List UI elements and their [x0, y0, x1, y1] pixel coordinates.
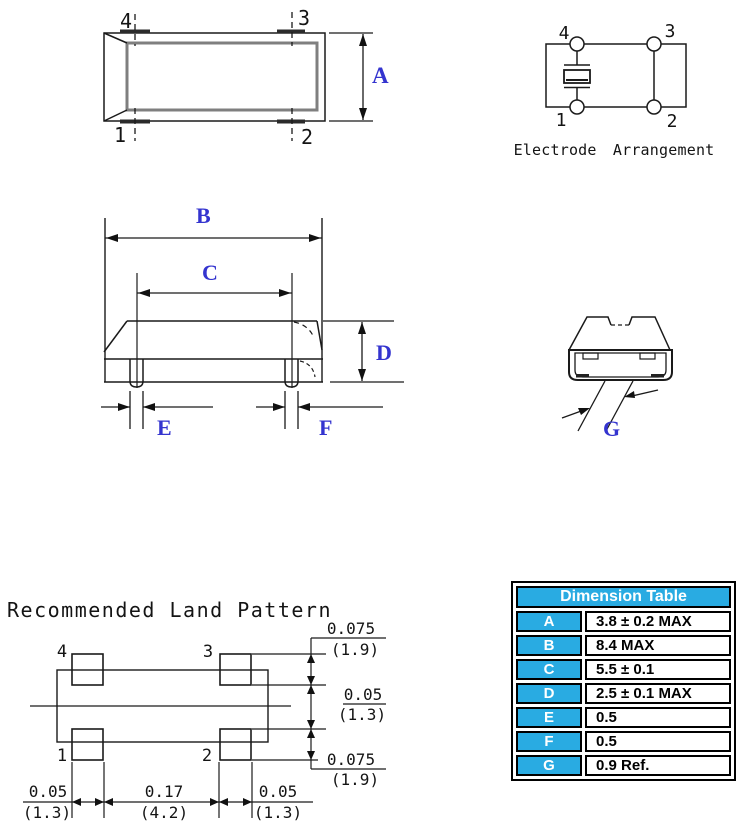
top-view-pin4-label: 4: [119, 9, 133, 33]
dim-g-label: G: [603, 416, 621, 441]
electrode-pin2-label: 2: [666, 111, 678, 132]
dim-value-d: 2.5 ± 0.1 MAX: [585, 683, 731, 704]
table-row: [516, 731, 731, 752]
base-notch-right: [640, 353, 655, 359]
electrode-pin3-label: 3: [664, 21, 676, 42]
pin-1-circle: [570, 100, 584, 114]
land-pattern-pin2-label: 2: [201, 746, 213, 766]
dim-value-g: 0.9 Ref.: [585, 755, 731, 776]
right-dim-2-inch: 0.075: [326, 750, 376, 769]
right-dim-1-inch: 0.05: [343, 685, 383, 704]
dim-b-label: B: [196, 203, 211, 228]
land-pad-2: [220, 729, 251, 760]
bottom-dim-1-inch: 0.17: [144, 782, 184, 801]
dim-key-b: B: [516, 635, 582, 656]
dim-c-label: C: [202, 260, 218, 285]
bottom-dim-0-mm: (1.3): [22, 803, 72, 822]
dim-d-label: D: [376, 340, 392, 365]
electrode-arrangement-caption: Electrode Arrangement: [513, 141, 715, 159]
top-view-bevel-top: [104, 33, 127, 43]
top-view-outline: [104, 33, 325, 121]
table-row: [516, 683, 731, 704]
end-view-drawing: [562, 317, 672, 431]
side-view-arrowheads: [106, 234, 366, 411]
land-pattern-title: Recommended Land Pattern: [7, 598, 332, 622]
dim-value-f: 0.5: [585, 731, 731, 752]
body-right-slope: [317, 321, 322, 350]
dimension-table-title: Dimension Table: [516, 586, 731, 608]
bottom-dim-0-inch: 0.05: [28, 782, 68, 801]
electrode-arrangement-drawing: [546, 37, 686, 114]
table-row: [516, 707, 731, 728]
land-pad-1: [72, 729, 103, 760]
top-view-pin3-label: 3: [297, 6, 311, 30]
hidden-foot-arc: [300, 361, 315, 377]
dim-a-label: A: [372, 63, 389, 88]
right-dim-0-inch: 0.075: [326, 619, 376, 638]
top-view-bevel-bottom: [104, 110, 127, 121]
dim-key-f: F: [516, 731, 582, 752]
top-view-pin1-label: 1: [113, 123, 127, 147]
dim-a-lines: [329, 33, 373, 121]
top-view-pin2-label: 2: [300, 125, 314, 149]
dim-value-a: 3.8 ± 0.2 MAX: [585, 611, 731, 632]
land-pattern-pin1-label: 1: [56, 746, 68, 766]
pin-3-circle: [647, 37, 661, 51]
crystal-body: [564, 70, 590, 83]
right-dim-2-mm: (1.9): [330, 770, 380, 789]
base-inner-outline: [575, 353, 666, 377]
right-dim-1-mm: (1.3): [337, 705, 387, 724]
table-row: [516, 755, 731, 776]
top-view-drawing: [104, 9, 373, 141]
land-pattern-drawing: [23, 638, 386, 818]
side-view-drawing: [101, 218, 404, 429]
dim-g-line-1: [578, 381, 605, 431]
table-header-row: [516, 586, 731, 608]
dim-g-leader-2: [632, 390, 658, 396]
lid-right-top: [629, 317, 670, 350]
land-pattern-pin3-label: 3: [202, 642, 214, 662]
pad-2-mark: [277, 120, 305, 124]
dim-value-e: 0.5: [585, 707, 731, 728]
body-left-slope: [104, 321, 127, 352]
electrode-pins: [570, 37, 661, 114]
dim-key-d: D: [516, 683, 582, 704]
top-view-inner-outline: [127, 43, 317, 110]
electrode-pin1-label: 1: [555, 110, 567, 131]
table-row: [516, 659, 731, 680]
dim-value-c: 5.5 ± 0.1: [585, 659, 731, 680]
dim-f-label: F: [319, 415, 333, 440]
dim-key-e: E: [516, 707, 582, 728]
dim-value-b: 8.4 MAX: [585, 635, 731, 656]
dim-e-label: E: [157, 415, 172, 440]
bottom-dim-1-mm: (4.2): [139, 803, 189, 822]
lid-left-top: [569, 317, 611, 350]
table-row: [516, 611, 731, 632]
electrode-pin4-label: 4: [558, 23, 570, 44]
right-dim-0-mm: (1.9): [330, 640, 380, 659]
dimension-table: [511, 581, 736, 781]
land-pattern-pin4-label: 4: [56, 642, 68, 662]
dim-key-c: C: [516, 659, 582, 680]
bottom-dim-2-inch: 0.05: [258, 782, 298, 801]
base-notch-left: [583, 353, 598, 359]
dim-key-a: A: [516, 611, 582, 632]
pin-2-circle: [647, 100, 661, 114]
electrode-outline: [546, 44, 686, 107]
bottom-dim-2-mm: (1.3): [253, 803, 303, 822]
pad-3-mark: [277, 30, 305, 34]
table-row: [516, 635, 731, 656]
dim-g-arrowheads: [578, 391, 635, 415]
dim-key-g: G: [516, 755, 582, 776]
hidden-corner-arc: [294, 322, 314, 338]
